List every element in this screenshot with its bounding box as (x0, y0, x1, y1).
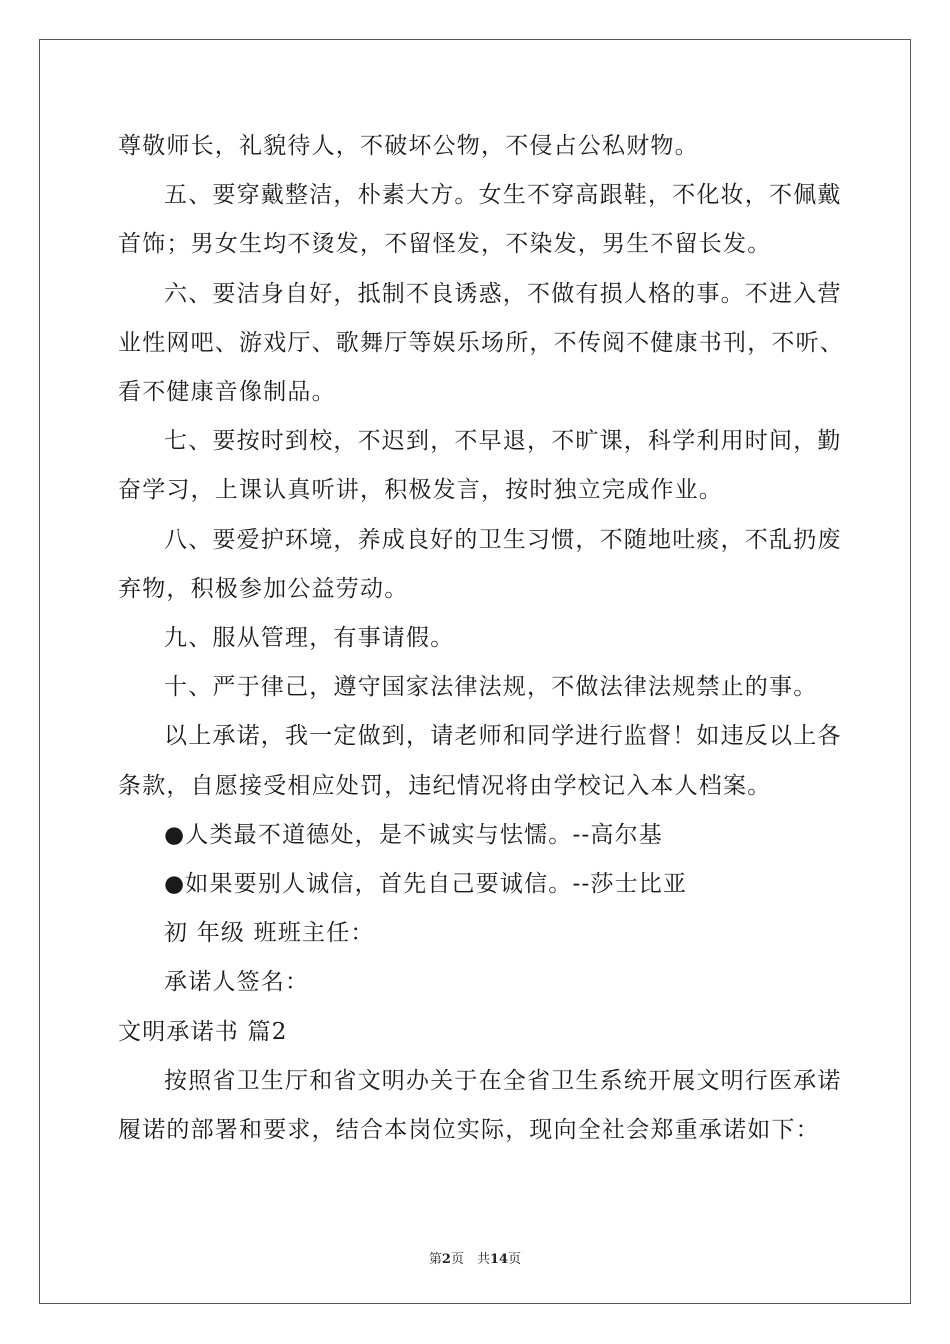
text-line: 弃物，积极参加公益劳动。 (118, 575, 409, 602)
text-line: 初 年级 班班主任： (164, 920, 375, 947)
footer-mid: 页 共 (450, 1252, 490, 1267)
text-line: ●如果要别人诚信，首先自己要诚信。--莎士比亚 (164, 871, 688, 897)
text-line: 八、要爱护环境，养成良好的卫生习惯，不随地吐痰，不乱扔废 (164, 526, 842, 553)
text-line: 业性网吧、游戏厅、歌舞厅等娱乐场所，不传阅不健康书刊，不听、 (118, 329, 844, 356)
footer-suffix: 页 (508, 1252, 522, 1267)
text-line: 文明承诺书 篇2 (118, 1018, 288, 1045)
current-page-number: 2 (441, 1252, 451, 1267)
text-line: 尊敬师长，礼貌待人，不破坏公物，不侵占公私财物。 (118, 133, 699, 159)
text-line: 九、服从管理，有事请假。 (164, 625, 455, 651)
text-line: 条款，自愿接受相应处罚，违纪情况将由学校记入本人档案。 (118, 772, 772, 799)
text-line: 十、严于律己，遵守国家法律法规，不做法律法规禁止的事。 (164, 674, 818, 701)
text-line: 按照省卫生厅和省文明办关于在全省卫生系统开展文明行医承诺 (164, 1067, 842, 1094)
text-line: ●人类最不道德处，是不诚实与怯懦。--高尔基 (164, 821, 664, 848)
text-line: 奋学习，上课认真听讲，积极发言，按时独立完成作业。 (118, 477, 723, 504)
text-line: 看不健康音像制品。 (118, 379, 336, 405)
page-footer (0, 1248, 950, 1267)
text-line: 七、要按时到校，不迟到，不早退，不旷课，科学利用时间，勤 (164, 428, 842, 455)
text-line: 首饰；男女生均不烫发，不留怪发，不染发，男生不留长发。 (118, 231, 772, 258)
text-line: 以上承诺，我一定做到，请老师和同学进行监督！如违反以上各 (164, 723, 842, 750)
text-line: 六、要洁身自好，抵制不良诱惑，不做有损人格的事。不进入营 (164, 280, 842, 307)
total-pages-number: 14 (489, 1252, 509, 1267)
text-line: 履诺的部署和要求，结合本岗位实际，现向全社会郑重承诺如下： (118, 1117, 820, 1143)
footer-prefix: 第 (428, 1252, 442, 1267)
text-line: 承诺人签名： (164, 969, 310, 996)
text-line: 五、要穿戴整洁，朴素大方。女生不穿高跟鞋，不化妆，不佩戴 (164, 182, 842, 209)
